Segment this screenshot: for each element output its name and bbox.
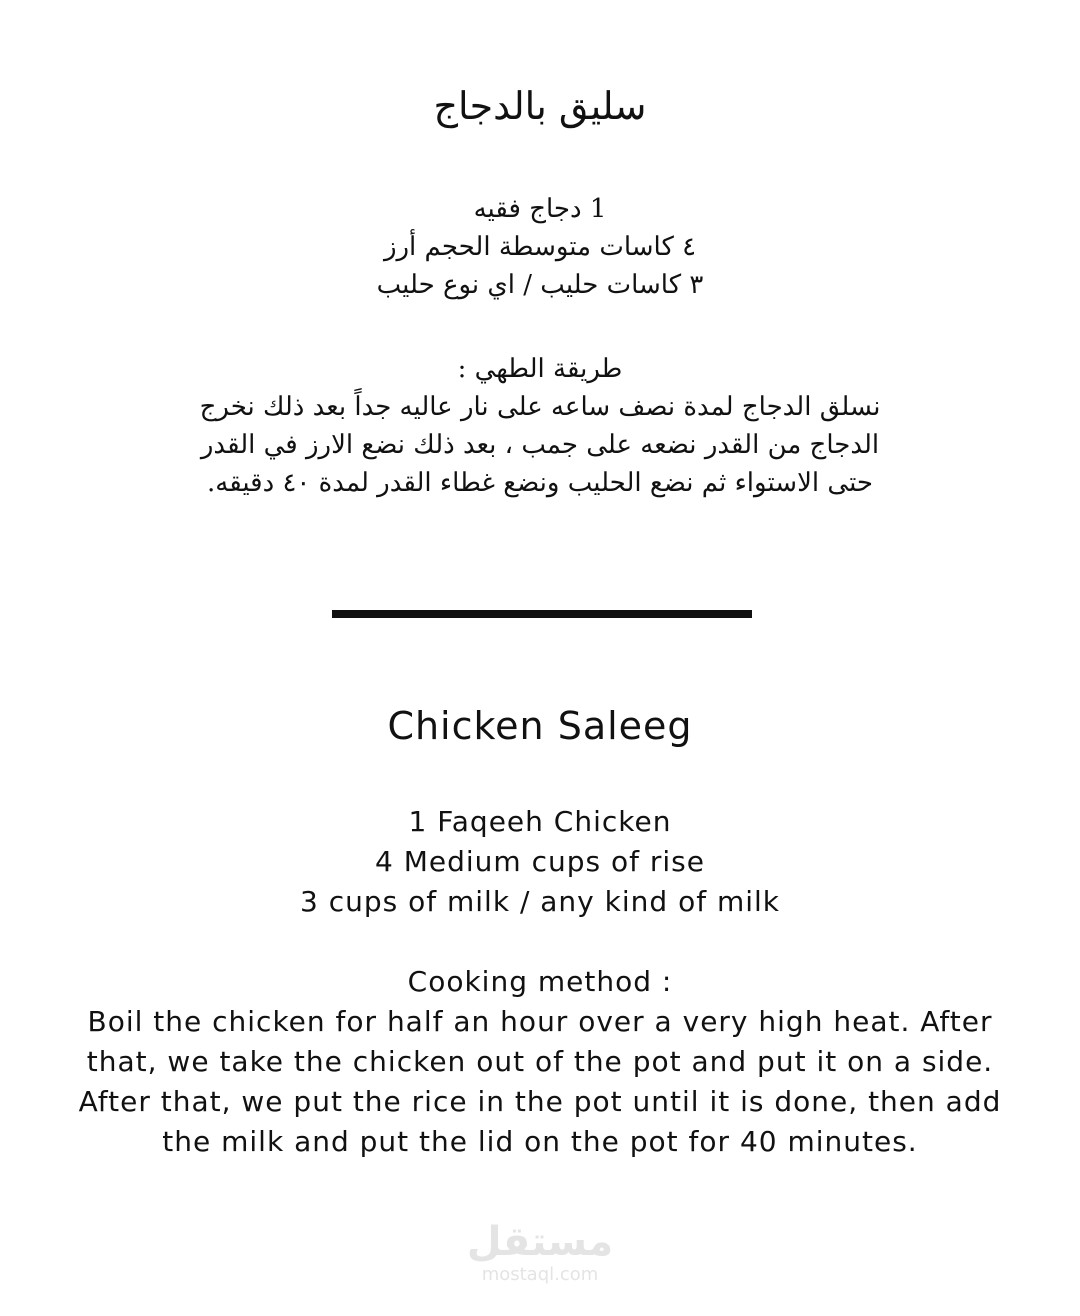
english-method-line: After that, we put the rice in the pot until it is done, then add [78, 1085, 1002, 1118]
section-divider [332, 610, 752, 618]
english-cooking-method [40, 962, 1040, 1162]
english-method-heading: Cooking method : [407, 965, 673, 998]
watermark-domain: mostaql.com [481, 1264, 599, 1285]
english-method-line: the milk and put the lid on the pot for 40 minutes. [162, 1125, 918, 1158]
arabic-cooking-method [140, 350, 940, 502]
english-ingredients-list [0, 802, 1080, 922]
english-ingredient-item: 1 Faqeeh Chicken [408, 805, 672, 838]
arabic-ingredient-item: 1 دجاج فقيه [473, 194, 607, 224]
english-recipe-title: Chicken Saleeg [387, 704, 693, 748]
arabic-method-line: نسلق الدجاج لمدة نصف ساعه على نار عاليه جداً بعد ذلك نخرج [199, 392, 881, 422]
arabic-method-line: حتى الاستواء ثم نضع الحليب ونضع غطاء القدر لمدة ٤٠ دقيقه. [206, 468, 873, 498]
arabic-ingredients-list [0, 190, 1080, 304]
mostaql-watermark [440, 1220, 640, 1286]
english-method-line: Boil the chicken for half an hour over a very high heat. After [87, 1005, 993, 1038]
english-method-line: that, we take the chicken out of the pot and put it on a side. [86, 1045, 994, 1078]
arabic-ingredient-item: ٣ كاسات حليب / اي نوع حليب [376, 270, 704, 300]
arabic-ingredient-item: ٤ كاسات متوسطة الحجم أرز [383, 232, 697, 262]
english-ingredient-item: 3 cups of milk / any kind of milk [299, 885, 780, 918]
arabic-recipe-title: سليق بالدجاج [433, 84, 647, 128]
arabic-method-line: الدجاج من القدر نضعه على جمب ، بعد ذلك نضع الارز في القدر [200, 430, 880, 460]
watermark-logo-arabic: مستقل [466, 1219, 614, 1265]
english-ingredient-item: 4 Medium cups of rise [375, 845, 705, 878]
arabic-method-heading: طريقة الطهي : [457, 354, 623, 384]
